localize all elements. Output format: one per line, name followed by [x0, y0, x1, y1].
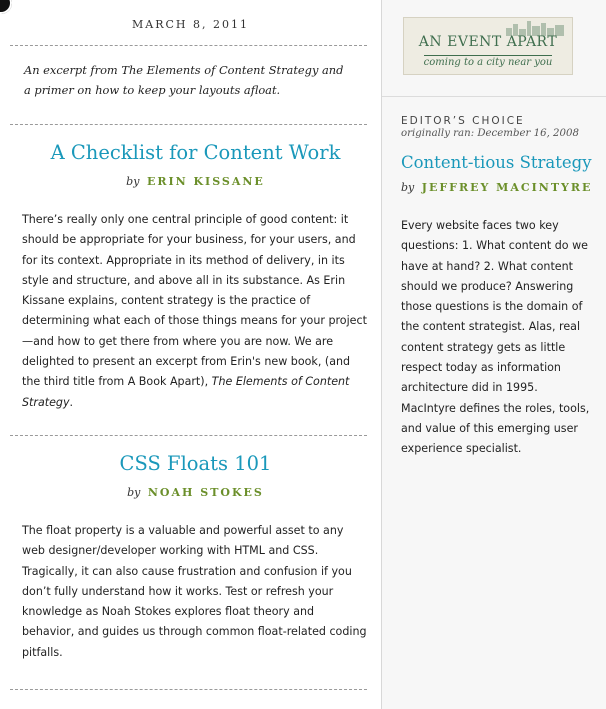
article-summary: The float property is a valuable and powerful asset to any web designer/developer working with HTML and CSS. Tragically, it can also cause frustration and confusion if you don’t fully understand how it works. Test or refresh your knowledge as Noah Stokes explores float theory and behavior, and guides us through common float-related coding pitfalls.: [22, 523, 367, 659]
editors-choice-summary: Every website faces two key questions: 1. What content do we have at hand? 2. What content should we produce? Answering those questions is the domain of the content strategist. Alas, real content strategy gets as little respect today as information architecture did in 1995. MacIntyre defines the roles, tools, and value of this emerging user experience specialist.: [401, 219, 590, 456]
author-link[interactable]: NOAH STOKES: [147, 485, 264, 499]
editors-choice-label: EDITOR’S CHOICE: [401, 115, 525, 127]
divider: [10, 689, 367, 690]
issue-intro: An excerpt from The Elements of Content Strategy and a primer on how to keep your layouts afloat.: [24, 63, 344, 97]
article-2: [0, 452, 381, 663]
summary-end: .: [69, 395, 74, 409]
byline-by: by: [126, 175, 140, 188]
editors-choice-byline: [401, 181, 596, 194]
ad-subtitle: coming to a city near you: [423, 57, 553, 68]
article-1: [0, 141, 381, 413]
skyline-icon: [506, 20, 564, 36]
author-link[interactable]: JEFFREY MACINTYRE: [421, 181, 593, 194]
byline-by: by: [401, 181, 415, 194]
ad-title: AN EVENT APART: [418, 34, 558, 50]
article-byline: [22, 486, 369, 499]
article-summary: [22, 210, 369, 413]
sidebar-divider: [382, 96, 606, 97]
article-byline: [22, 175, 369, 188]
divider: [10, 435, 367, 436]
book-title: The Elements of Content Strategy: [22, 375, 350, 409]
originally-ran-date: originally ran: December 16, 2008: [401, 128, 579, 139]
editors-choice: [401, 115, 596, 460]
summary-text: There’s really only one central principle of good content: it should be appropriate for your business, for your users, and for its context. Appropriate in its method of delivery, in its style and structure, and above all in its substance. As Erin Kissane explains, content strategy is the practice of determining what each of those things means for your project—and how to get there from where you are now. We are delighted to present an excerpt from Erin's new book, (and the third title from A Book Apart),: [22, 213, 367, 389]
byline-by: by: [127, 485, 141, 499]
event-apart-ad[interactable]: [403, 17, 573, 75]
editors-choice-title-link[interactable]: Content-tious Strategy: [401, 153, 592, 172]
divider: [10, 124, 367, 125]
article-title-link[interactable]: CSS Floats 101: [119, 451, 272, 475]
sidebar: [382, 0, 606, 709]
issue-date: MARCH 8, 2011: [132, 18, 249, 31]
article-title-link[interactable]: A Checklist for Content Work: [50, 141, 341, 164]
author-link[interactable]: ERIN KISSANE: [146, 175, 265, 188]
